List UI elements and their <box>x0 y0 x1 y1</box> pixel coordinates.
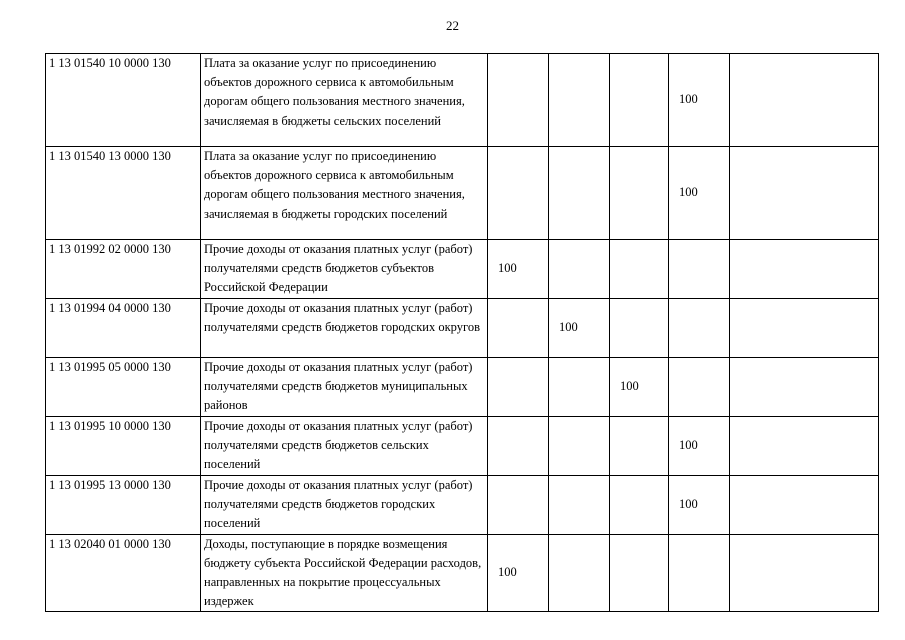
value-cell: 100 <box>549 298 610 357</box>
value-cell <box>730 147 879 240</box>
value-cell <box>730 54 879 147</box>
value-cell: 100 <box>669 416 730 475</box>
value-cell: 100 <box>669 54 730 147</box>
revenue-name: Прочие доходы от оказания платных услуг (работ) получателями средств бюджетов городских округов <box>201 298 488 357</box>
value-cell <box>669 357 730 416</box>
revenue-code: 1 13 02040 01 0000 130 <box>46 534 201 612</box>
table-row <box>46 54 879 147</box>
revenue-code: 1 13 01995 05 0000 130 <box>46 357 201 416</box>
value-cell <box>669 298 730 357</box>
revenue-name: Плата за оказание услуг по присоединению объектов дорожного сервиса к автомобильным дорогам общего пользования местного значения, зачисляемая в бюджеты городских поселений <box>201 147 488 240</box>
revenue-code: 1 13 01540 10 0000 130 <box>46 54 201 147</box>
value-cell <box>730 357 879 416</box>
table-row <box>46 357 879 416</box>
table-row <box>46 416 879 475</box>
value-cell <box>488 357 549 416</box>
value-cell <box>669 240 730 299</box>
page-number: 22 <box>446 18 459 33</box>
value-cell <box>488 416 549 475</box>
value-cell <box>610 147 669 240</box>
value-cell <box>549 534 610 612</box>
revenue-code: 1 13 01994 04 0000 130 <box>46 298 201 357</box>
revenue-table <box>45 53 879 612</box>
value-cell <box>549 416 610 475</box>
value-cell <box>610 534 669 612</box>
revenue-name: Доходы, поступающие в порядке возмещения бюджету субъекта Российской Федерации расходов, направленных на покрытие процессуальных издержек <box>201 534 488 612</box>
value-cell <box>549 475 610 534</box>
value-cell <box>730 240 879 299</box>
value-cell <box>610 240 669 299</box>
value-cell <box>549 54 610 147</box>
revenue-code: 1 13 01992 02 0000 130 <box>46 240 201 299</box>
value-cell <box>488 54 549 147</box>
value-cell: 100 <box>610 357 669 416</box>
value-cell <box>488 147 549 240</box>
table-row <box>46 147 879 240</box>
revenue-code: 1 13 01995 13 0000 130 <box>46 475 201 534</box>
value-cell <box>730 416 879 475</box>
value-cell <box>730 298 879 357</box>
value-cell <box>488 298 549 357</box>
value-cell: 100 <box>488 534 549 612</box>
revenue-name: Прочие доходы от оказания платных услуг (работ) получателями средств бюджетов муниципальных районов <box>201 357 488 416</box>
revenue-name: Прочие доходы от оказания платных услуг (работ) получателями средств бюджетов городских поселений <box>201 475 488 534</box>
value-cell: 100 <box>488 240 549 299</box>
value-cell <box>549 357 610 416</box>
table-row <box>46 534 879 612</box>
revenue-name: Плата за оказание услуг по присоединению объектов дорожного сервиса к автомобильным дорогам общего пользования местного значения, зачисляемая в бюджеты сельских поселений <box>201 54 488 147</box>
revenue-code: 1 13 01540 13 0000 130 <box>46 147 201 240</box>
value-cell <box>610 416 669 475</box>
revenue-name: Прочие доходы от оказания платных услуг (работ) получателями средств бюджетов субъектов Российской Федерации <box>201 240 488 299</box>
value-cell <box>610 54 669 147</box>
table-row <box>46 475 879 534</box>
value-cell <box>549 147 610 240</box>
value-cell: 100 <box>669 147 730 240</box>
table-row <box>46 240 879 299</box>
value-cell <box>549 240 610 299</box>
table-row <box>46 298 879 357</box>
value-cell <box>488 475 549 534</box>
revenue-code: 1 13 01995 10 0000 130 <box>46 416 201 475</box>
value-cell: 100 <box>669 475 730 534</box>
value-cell <box>610 475 669 534</box>
value-cell <box>669 534 730 612</box>
value-cell <box>730 534 879 612</box>
revenue-name: Прочие доходы от оказания платных услуг (работ) получателями средств бюджетов сельских поселений <box>201 416 488 475</box>
value-cell <box>730 475 879 534</box>
value-cell <box>610 298 669 357</box>
